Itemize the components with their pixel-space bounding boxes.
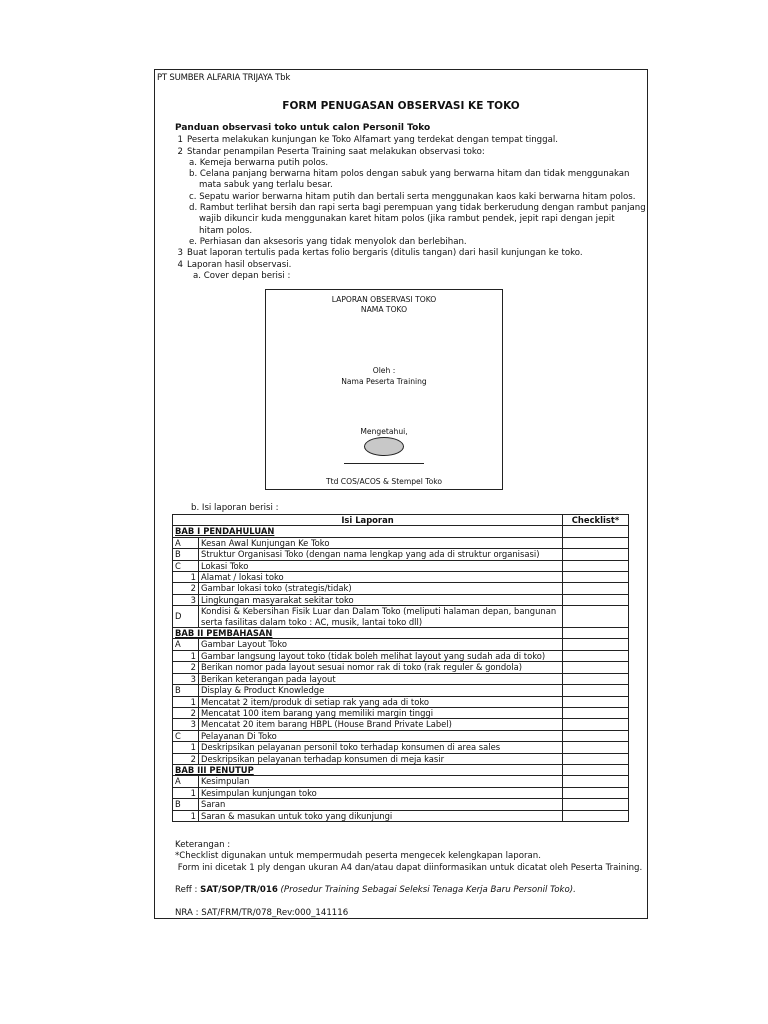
section-heading: BAB I PENDAHULUAN	[173, 526, 563, 537]
checklist-cell[interactable]	[563, 583, 629, 594]
table-row	[173, 810, 629, 821]
table-row	[173, 787, 629, 798]
guide-item-1: 1 Peserta melakukan kunjungan ke Toko Alfamart yang terdekat dengan tempat tinggal.	[177, 135, 558, 146]
row-code: A	[173, 776, 199, 787]
table-row	[173, 549, 629, 560]
guide-sub-c: c. Sepatu warior berwarna hitam putih dan bertali serta menggunakan kaos kaki berwarna hitam polos.	[189, 191, 636, 202]
checklist-cell[interactable]	[563, 537, 629, 548]
row-code: 3	[173, 719, 199, 730]
row-text: Berikan nomor pada layout sesuai nomor rak di toko (rak reguler & gondola)	[199, 662, 563, 673]
table-row	[173, 537, 629, 548]
cover-sample	[265, 289, 503, 490]
checklist-cell[interactable]	[563, 526, 629, 537]
row-code: 1	[173, 572, 199, 583]
table-row	[173, 764, 629, 775]
company-name: PT SUMBER ALFARIA TRIJAYA Tbk	[157, 73, 291, 83]
row-code: 2	[173, 753, 199, 764]
checklist-cell[interactable]	[563, 810, 629, 821]
checklist-cell[interactable]	[563, 572, 629, 583]
guide-item-4: 4 Laporan hasil observasi.	[177, 259, 292, 270]
row-code: C	[173, 560, 199, 571]
cover-by-label: Oleh :	[372, 366, 396, 375]
table-row	[173, 753, 629, 764]
row-code: 1	[173, 787, 199, 798]
checklist-cell[interactable]	[563, 639, 629, 650]
checklist-cell[interactable]	[563, 673, 629, 684]
row-code: 1	[173, 810, 199, 821]
header-content: Isi Laporan	[173, 515, 563, 526]
guide-sub-e: e. Perhiasan dan aksesoris yang tidak menyolok dan berlebihan.	[189, 236, 467, 247]
checklist-cell[interactable]	[563, 606, 629, 628]
cover-title: LAPORAN OBSERVASI TOKO	[331, 295, 437, 304]
table-row	[173, 560, 629, 571]
form-page	[154, 69, 648, 919]
signature-line	[344, 463, 424, 464]
report-content-label: b. Isi laporan berisi :	[191, 503, 279, 513]
table-row	[173, 696, 629, 707]
row-text: Struktur Organisasi Toko (dengan nama lengkap yang ada di struktur organisasi)	[199, 549, 563, 560]
form-title: FORM PENUGASAN OBSERVASI KE TOKO	[282, 100, 520, 112]
checklist-cell[interactable]	[563, 560, 629, 571]
row-text: Saran	[199, 799, 563, 810]
table-row	[173, 662, 629, 673]
checklist-cell[interactable]	[563, 730, 629, 741]
row-code: A	[173, 537, 199, 548]
checklist-cell[interactable]	[563, 799, 629, 810]
table-row	[173, 730, 629, 741]
table-row	[173, 572, 629, 583]
table-row	[173, 639, 629, 650]
row-text: Kesimpulan	[199, 776, 563, 787]
guide-sub-a: a. Kemeja berwarna putih polos.	[189, 157, 329, 168]
guide-sub-d: d. Rambut terlihat bersih dan rapi serta bagi perempuan yang tidak berkerudung dengan rambut panjang	[189, 203, 646, 214]
row-text: Kesimpulan kunjungan toko	[199, 787, 563, 798]
table-row	[173, 673, 629, 684]
row-text: Gambar lokasi toko (strategis/tidak)	[199, 583, 563, 594]
stamp-icon	[364, 437, 404, 456]
row-code: 2	[173, 707, 199, 718]
row-text: Deskripsikan pelayanan terhadap konsumen di meja kasir	[199, 753, 563, 764]
checklist-cell[interactable]	[563, 764, 629, 775]
checklist-cell[interactable]	[563, 549, 629, 560]
row-text: Kesan Awal Kunjungan Ke Toko	[199, 537, 563, 548]
table-row	[173, 526, 629, 537]
section-heading: BAB III PENUTUP	[173, 764, 563, 775]
notes-line-1: *Checklist digunakan untuk mempermudah peserta mengecek kelengkapan laporan.	[175, 851, 541, 862]
row-text: Deskripsikan pelayanan personil toko terhadap konsumen di area sales	[199, 742, 563, 753]
nra-code: NRA : SAT/FRM/TR/078_Rev:000_141116	[175, 908, 349, 918]
row-code: A	[173, 639, 199, 650]
checklist-cell[interactable]	[563, 719, 629, 730]
table-row	[173, 650, 629, 661]
row-code: 3	[173, 594, 199, 605]
reference-code: SAT/SOP/TR/016	[200, 885, 278, 895]
cover-approved-label: Mengetahui,	[360, 427, 408, 436]
row-text: Pelayanan Di Toko	[199, 730, 563, 741]
row-text: Mencatat 2 item/produk di setiap rak yang ada di toko	[199, 696, 563, 707]
reference-desc: (Prosedur Training Sebagai Seleksi Tenaga Kerja Baru Personil Toko).	[277, 885, 576, 895]
row-code: B	[173, 549, 199, 560]
table-body	[173, 526, 629, 822]
table-row	[173, 776, 629, 787]
checklist-cell[interactable]	[563, 650, 629, 661]
table-row	[173, 742, 629, 753]
guide-section	[175, 123, 646, 282]
table-row	[173, 606, 629, 628]
reference: Reff : SAT/SOP/TR/016 (Prosedur Training Sebagai Seleksi Tenaga Kerja Baru Personil Toko).	[175, 885, 576, 895]
table-row	[173, 685, 629, 696]
table-row	[173, 594, 629, 605]
row-text: Lokasi Toko	[199, 560, 563, 571]
checklist-cell[interactable]	[563, 696, 629, 707]
checklist-cell[interactable]	[563, 753, 629, 764]
table-row	[173, 628, 629, 639]
header-checklist: Checklist*	[563, 515, 629, 526]
checklist-cell[interactable]	[563, 707, 629, 718]
guide-sub-b: b. Celana panjang berwarna hitam polos dengan sabuk yang berwarna hitam dan tidak menggunakan	[189, 169, 630, 180]
report-checklist-table	[172, 514, 629, 822]
guide-sub-d-cont2: hitam polos.	[199, 225, 253, 236]
row-code: 1	[173, 650, 199, 661]
table-row	[173, 707, 629, 718]
row-text: Saran & masukan untuk toko yang dikunjungi	[199, 810, 563, 821]
row-text: Alamat / lokasi toko	[199, 572, 563, 583]
row-code: C	[173, 730, 199, 741]
checklist-cell[interactable]	[563, 662, 629, 673]
row-code: 1	[173, 742, 199, 753]
row-code: 1	[173, 696, 199, 707]
checklist-cell[interactable]	[563, 685, 629, 696]
checklist-cell[interactable]	[563, 776, 629, 787]
cover-signature-label: Ttd COS/ACOS & Stempel Toko	[325, 477, 443, 486]
guide-item-2: 2 Standar penampilan Peserta Training saat melakukan observasi toko:	[177, 146, 485, 157]
guide-item-4a: a. Cover depan berisi :	[193, 270, 291, 281]
section-heading: BAB II PEMBAHASAN	[173, 628, 563, 639]
table-row	[173, 799, 629, 810]
notes-label: Keterangan :	[175, 840, 231, 850]
row-text: Display & Product Knowledge	[199, 685, 563, 696]
checklist-cell[interactable]	[563, 594, 629, 605]
row-text: Gambar Layout Toko	[199, 639, 563, 650]
row-code: B	[173, 799, 199, 810]
notes-line-2: Form ini dicetak 1 ply dengan ukuran A4 dan/atau dapat diinformasikan untuk dicatat oleh Peserta Training.	[175, 862, 643, 873]
table-row	[173, 719, 629, 730]
table-header-row	[173, 515, 629, 526]
guide-heading: Panduan observasi toko untuk calon Personil Toko	[175, 123, 431, 133]
row-text: Mencatat 20 item barang HBPL (House Brand Private Label)	[199, 719, 563, 730]
row-text: Lingkungan masyarakat sekitar toko	[199, 594, 563, 605]
row-code: 2	[173, 662, 199, 673]
guide-sub-d-cont: wajib dikuncir kuda menggunakan karet hitam polos (jika rambut pendek, jepit rapi dengan jepit	[199, 214, 615, 225]
cover-trainee-name: Nama Peserta Training	[341, 377, 427, 386]
row-text: Berikan keterangan pada layout	[199, 673, 563, 684]
row-code: 2	[173, 583, 199, 594]
checklist-cell[interactable]	[563, 787, 629, 798]
notes-section	[175, 840, 645, 874]
row-text: Kondisi & Kebersihan Fisik Luar dan Dalam Toko (meliputi halaman depan, bangunan serta fasilitas dalam toko : AC, musik, lantai toko dll)	[199, 606, 563, 628]
guide-sub-b-cont: mata sabuk yang terlalu besar.	[199, 180, 333, 191]
cover-store-name: NAMA TOKO	[360, 305, 408, 314]
table-row	[173, 583, 629, 594]
row-code: 3	[173, 673, 199, 684]
row-code: B	[173, 685, 199, 696]
row-text: Mencatat 100 item barang yang memiliki margin tinggi	[199, 707, 563, 718]
guide-item-3: 3 Buat laporan tertulis pada kertas folio bergaris (ditulis tangan) dari hasil kunjungan ke toko.	[177, 248, 583, 259]
checklist-cell[interactable]	[563, 628, 629, 639]
row-text: Gambar langsung layout toko (tidak boleh melihat layout yang sudah ada di toko)	[199, 650, 563, 661]
checklist-cell[interactable]	[563, 742, 629, 753]
row-code: D	[173, 606, 199, 628]
